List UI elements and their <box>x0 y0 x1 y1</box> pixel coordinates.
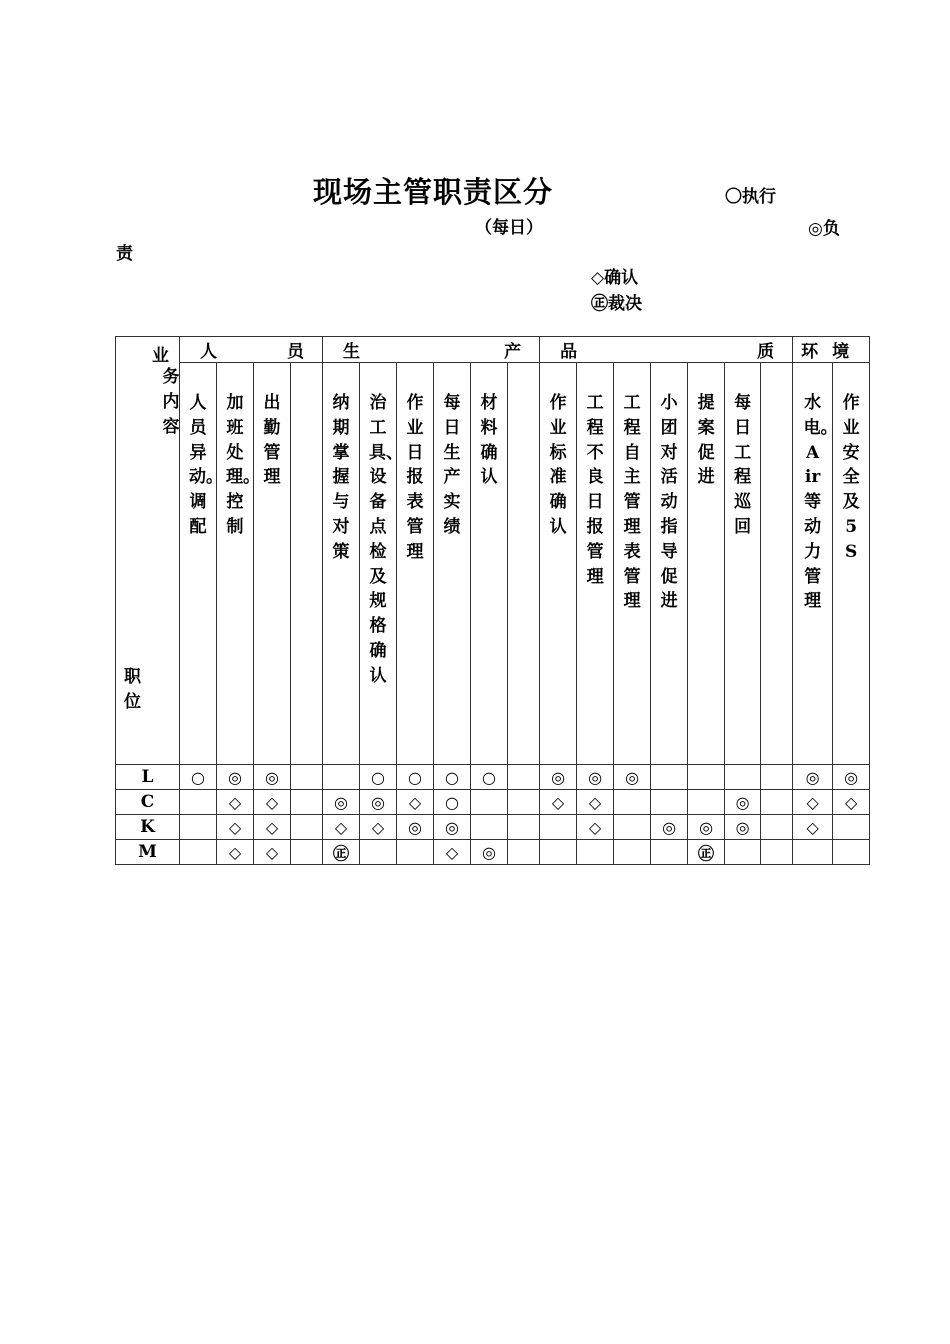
column-header-label: 每日生产实绩 <box>443 393 461 537</box>
responsibility-cell: ㊣ <box>688 840 725 865</box>
responsibility-cell: ◎ <box>793 765 833 790</box>
column-header-label: 每日工程巡回 <box>734 393 752 537</box>
column-header <box>688 363 725 765</box>
row-position-label: M <box>116 840 180 865</box>
responsibility-cell <box>180 815 217 840</box>
responsibility-cell <box>761 790 793 815</box>
column-header-label: 纳期掌握与对策 <box>332 393 350 562</box>
responsibility-cell: ◇ <box>254 790 291 815</box>
row-position-label: C <box>116 790 180 815</box>
responsibility-cell: ◇ <box>793 790 833 815</box>
responsibility-cell: ○ <box>180 765 217 790</box>
responsibility-cell <box>360 840 397 865</box>
responsibility-cell: ◎ <box>397 815 434 840</box>
responsibility-cell <box>614 790 651 815</box>
table-row <box>116 840 870 865</box>
page-subtitle: （每日） <box>475 218 543 238</box>
category-label-right: 质 <box>757 342 775 362</box>
column-header-row <box>116 363 870 765</box>
corner-label-position: 职位 <box>124 667 141 712</box>
responsibility-cell: ◎ <box>360 790 397 815</box>
category-label-left: 环 <box>801 342 819 362</box>
responsibility-cell <box>291 815 323 840</box>
column-header <box>508 363 540 765</box>
category-row <box>116 337 870 363</box>
column-header-label: 出勤管理 <box>263 393 281 488</box>
column-header <box>254 363 291 765</box>
responsibility-cell: ◇ <box>217 840 254 865</box>
responsibility-cell <box>508 790 540 815</box>
responsibility-cell: ◇ <box>323 815 360 840</box>
column-header-label: 工程自主管理表管理 <box>623 393 641 612</box>
corner-label-content: 务内容 <box>162 367 180 437</box>
responsibility-cell <box>833 815 870 840</box>
column-header-label: 作业标准确认 <box>549 393 567 537</box>
responsibility-cell <box>180 840 217 865</box>
column-header <box>434 363 471 765</box>
row-position-label: L <box>116 765 180 790</box>
column-header-label: 提案促进 <box>697 393 715 488</box>
category-label-right: 员 <box>287 342 304 362</box>
responsibility-cell: ◎ <box>688 815 725 840</box>
responsibility-cell: ◇ <box>397 790 434 815</box>
table-row <box>116 790 870 815</box>
responsibility-cell: ◇ <box>254 840 291 865</box>
responsibility-cell <box>540 840 577 865</box>
responsibility-cell <box>471 815 508 840</box>
responsibility-cell <box>397 840 434 865</box>
responsibility-cell: ○ <box>471 765 508 790</box>
category-label-right: 境 <box>832 342 850 362</box>
column-header <box>725 363 761 765</box>
responsibility-cell: ◇ <box>540 790 577 815</box>
responsibility-cell <box>793 840 833 865</box>
responsibility-cell: ◎ <box>254 765 291 790</box>
responsibility-cell <box>540 815 577 840</box>
row-position-label: K <box>116 815 180 840</box>
responsibility-table <box>115 336 870 865</box>
responsibility-cell: ◇ <box>360 815 397 840</box>
responsibility-cell: ㊣ <box>323 840 360 865</box>
responsibility-cell <box>291 765 323 790</box>
category-header <box>323 337 540 363</box>
responsibility-cell: ◎ <box>651 815 688 840</box>
category-label-left: 人 <box>200 342 217 362</box>
responsibility-cell: ◎ <box>725 815 761 840</box>
column-header <box>217 363 260 765</box>
responsibility-cell <box>688 765 725 790</box>
responsibility-cell: ◇ <box>254 815 291 840</box>
column-header <box>761 363 793 765</box>
responsibility-cell <box>291 840 323 865</box>
responsibility-cell <box>761 765 793 790</box>
responsibility-cell <box>508 815 540 840</box>
responsibility-cell <box>651 765 688 790</box>
column-header-label: 加班处理。控制 <box>226 393 260 537</box>
responsibility-cell: ◎ <box>434 815 471 840</box>
responsibility-cell <box>761 815 793 840</box>
column-header <box>540 363 577 765</box>
responsibility-cell: ◇ <box>577 815 614 840</box>
column-header <box>360 363 403 765</box>
table-row <box>116 815 870 840</box>
responsibility-cell: ◇ <box>434 840 471 865</box>
column-header <box>793 363 838 765</box>
responsibility-cell <box>725 840 761 865</box>
responsibility-cell <box>508 840 540 865</box>
responsibility-cell: ◇ <box>217 790 254 815</box>
responsibility-cell <box>651 790 688 815</box>
responsibility-cell <box>761 840 793 865</box>
responsibility-cell: ◇ <box>833 790 870 815</box>
legend-responsible: ◎负 <box>808 219 840 239</box>
responsibility-cell: ○ <box>434 765 471 790</box>
category-label-left: 品 <box>560 342 578 362</box>
category-header <box>180 337 323 363</box>
responsibility-cell: ◎ <box>833 765 870 790</box>
responsibility-cell <box>651 840 688 865</box>
column-header-label: 材料确认 <box>480 393 498 488</box>
responsibility-cell <box>614 840 651 865</box>
responsibility-cell <box>508 765 540 790</box>
page-title: 现场主管职责区分 <box>313 175 554 209</box>
table-row <box>116 765 870 790</box>
responsibility-cell: ◎ <box>725 790 761 815</box>
column-header-label: 小团对活动指导促进 <box>660 393 678 612</box>
legend-execute: 〇执行 <box>725 187 776 207</box>
responsibility-cell <box>323 765 360 790</box>
column-header <box>577 363 614 765</box>
responsibility-cell: ○ <box>397 765 434 790</box>
legend-decide: ㊣裁决 <box>591 294 642 314</box>
responsibility-cell <box>614 815 651 840</box>
responsibility-cell: ◇ <box>217 815 254 840</box>
column-header <box>323 363 360 765</box>
column-header-label: 作业日报表管理 <box>406 393 424 562</box>
category-label-right: 产 <box>504 342 522 362</box>
responsibility-cell: ◎ <box>217 765 254 790</box>
responsibility-cell <box>577 840 614 865</box>
column-header <box>180 363 223 765</box>
responsibility-cell <box>688 790 725 815</box>
column-header <box>291 363 323 765</box>
column-header <box>651 363 688 765</box>
corner-label-top: 业 <box>152 346 169 366</box>
column-header <box>471 363 508 765</box>
category-header <box>793 337 870 363</box>
legend-responsible-wrap: 责 <box>116 244 133 264</box>
responsibility-cell: ◇ <box>793 815 833 840</box>
corner-header <box>116 337 180 765</box>
category-header <box>540 337 793 363</box>
responsibility-cell: ○ <box>360 765 397 790</box>
responsibility-cell: ◎ <box>471 840 508 865</box>
category-label-left: 生 <box>343 342 360 362</box>
responsibility-cell: ◎ <box>577 765 614 790</box>
column-header-label: 作业安全及5S <box>842 393 860 562</box>
responsibility-cell: ◎ <box>540 765 577 790</box>
responsibility-cell <box>471 790 508 815</box>
responsibility-cell <box>833 840 870 865</box>
responsibility-cell <box>725 765 761 790</box>
responsibility-cell: ◇ <box>577 790 614 815</box>
responsibility-cell <box>291 790 323 815</box>
column-header-label: 治工具、设备点检及规格确认 <box>369 393 403 686</box>
responsibility-cell: ○ <box>434 790 471 815</box>
column-header <box>833 363 870 765</box>
column-header-label: 工程不良日报管理 <box>586 393 604 587</box>
column-header <box>614 363 651 765</box>
responsibility-cell <box>180 790 217 815</box>
responsibility-cell: ◎ <box>614 765 651 790</box>
column-header <box>397 363 434 765</box>
column-header-label: 人员异动。调配 <box>189 393 223 537</box>
legend-confirm: ◇确认 <box>591 268 639 288</box>
responsibility-cell: ◎ <box>323 790 360 815</box>
column-header-label: 水电。Air等动力管理 <box>803 393 838 612</box>
